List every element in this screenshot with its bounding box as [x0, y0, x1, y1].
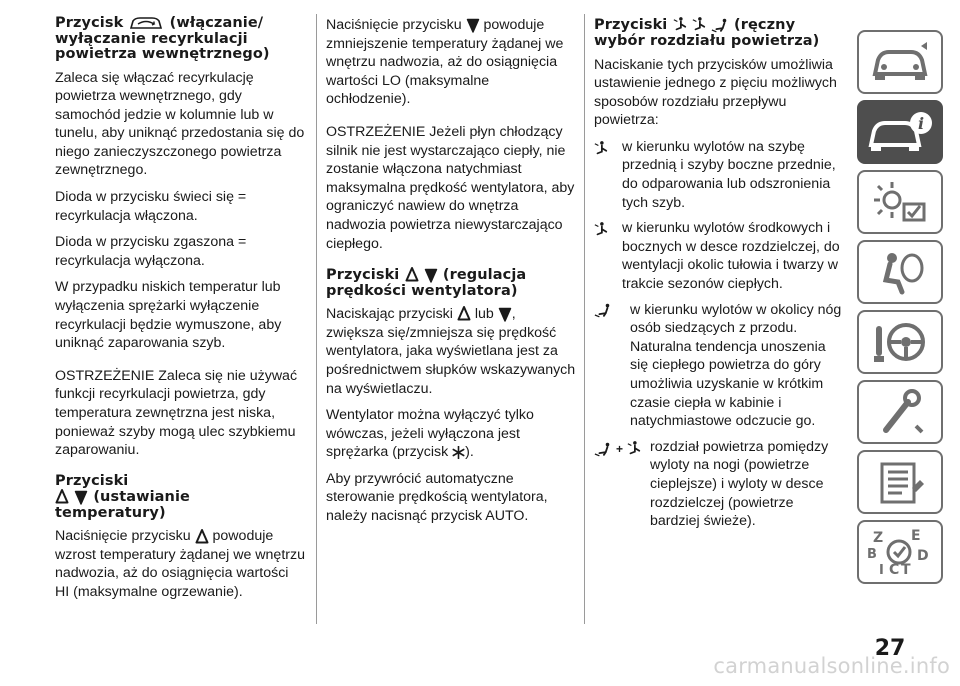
sidebar-tab-indicators[interactable] — [857, 170, 943, 234]
svg-text:B: B — [867, 547, 877, 562]
temp-down-icon — [74, 489, 88, 505]
distribution-item: + rozdział powietrza pomiędzy wyloty na nogi (powietrze cieplejsze) i wyloty w desce rozdzielczej (powietrze bardziej świeże). — [594, 438, 846, 531]
sidebar-tab-driving[interactable] — [857, 310, 943, 374]
sidebar-tab-car-info[interactable] — [857, 100, 943, 164]
temp-up-icon — [55, 489, 69, 505]
distribution-intro: Naciskanie tych przycisków umożliwia ustawienie jednego z pięciu możliwych sposobów rozdziału przepływu powietrza: — [594, 56, 837, 129]
airbag-person-icon — [872, 248, 928, 296]
column-1 — [55, 16, 305, 610]
svg-text:T: T — [901, 562, 911, 578]
fan-paragraph-2: Wentylator można wyłączyć tylko wówczas, jeżeli wyłączona jest sprężarka (przycisk ). — [326, 407, 534, 461]
sun-indicator-icon — [870, 178, 930, 226]
alphabet-index-icon — [865, 526, 935, 578]
column-divider — [316, 14, 317, 624]
recirc-paragraph-4: W przypadku niskich temperatur lub wyłączenia sprężarki wyłączenie recyrkulacji będzie wymuszone, aby uniknąć zaparowania szyb. — [55, 279, 282, 352]
car-icon — [869, 40, 931, 84]
column-2 — [326, 16, 576, 534]
air-feet-icon — [711, 18, 729, 33]
svg-text:Z: Z — [873, 530, 884, 546]
air-head-icon — [594, 140, 608, 164]
air-head-icon — [692, 16, 706, 34]
sidebar-tab-emergency[interactable] — [857, 380, 943, 444]
fan-down-icon — [498, 306, 512, 322]
sidebar-tab-index[interactable] — [857, 520, 943, 584]
temperature-heading: Przyciski (ustawianie temperatury) — [55, 472, 190, 521]
page-number: 27 — [874, 636, 906, 661]
temp-paragraph-1: Naciśnięcie przycisku powoduje wzrost temperatury żądanej we wnętrzu nadwozia, aż do osiągnięcia wartości HI (maksymalne ogrzewanie). — [55, 528, 305, 601]
sidebar-tab-car[interactable] — [857, 30, 943, 94]
recirc-paragraph-2: Dioda w przycisku świeci się = recyrkulacja włączona. — [55, 189, 247, 224]
temp-up-icon — [195, 529, 209, 545]
svg-text:D: D — [917, 548, 929, 564]
air-head-icon — [673, 16, 687, 34]
temp-down-icon — [466, 17, 480, 33]
svg-text:E: E — [911, 528, 921, 544]
fan-speed-heading: Przyciski (regulacja prędkości wentylatora) — [326, 267, 527, 299]
recirculation-heading: Przycisk (włączanie/ wyłączanie recyrkulacji powietrza wewnętrznego) — [55, 15, 270, 62]
wrench-icon — [872, 388, 928, 436]
recirc-paragraph-1: Zaleca się włączać recyrkulację powietrza wewnętrznego, gdy samochód jedzie w kolumnie lub w tunelu, aby uniknąć przedostania się do niego zanieczyszczonego powietrza zewnętrznego. — [55, 69, 305, 179]
distribution-item: w kierunku wylotów w okolicy nóg osób siedzących z przodu. Naturalna tendencja unoszenia się ciepłego powietrza do góry umożliwia uzyskanie w krótkim czasie ciepła w kabinie i natychmiastowe odczucie go. — [594, 301, 846, 431]
air-feet-icon — [594, 303, 612, 324]
column-divider — [584, 14, 585, 624]
recirculation-car-icon — [128, 16, 164, 30]
document-list-icon — [872, 458, 928, 506]
fan-paragraph-3: Aby przywrócić automatyczne sterowanie prędkością wentylatora, należy nacisnąć przycisk AUTO. — [326, 470, 548, 525]
distribution-item: w kierunku wylotów środkowych i bocznych w desce rozdzielczej, do wentylacji okolic tułowia i twarzy w trakcie sezonów ciepłych. — [594, 219, 846, 293]
sidebar-tab-maintenance[interactable] — [857, 450, 943, 514]
fan-up-icon — [457, 306, 471, 322]
svg-text:I: I — [879, 563, 884, 578]
recirc-warning: OSTRZEŻENIE Zaleca się nie używać funkcji recyrkulacji powietrza, gdy temperatura zewnętrzna jest niska, ponieważ szyby mogą ulec szybkiemu zaparowaniu. — [55, 367, 298, 459]
svg-text:C: C — [889, 562, 900, 578]
steering-wheel-icon — [870, 318, 930, 366]
sidebar-tab-safety[interactable] — [857, 240, 943, 304]
distribution-item: w kierunku wylotów na szybę przednią i szyby boczne przednie, do odparowania lub odszronienia tych szyb. — [594, 138, 846, 212]
temp-paragraph-2: Naciśnięcie przycisku powoduje zmniejszenie temperatury żądanej we wnętrzu nadwozia, aż do osiągnięcia wartości LO (maksymalne ochłodzenie). — [326, 17, 564, 108]
air-distribution-heading: Przyciski (ręczny wybór rozdziału powietrza) — [594, 17, 820, 49]
air-feet-head-icon: + — [594, 440, 641, 459]
chapter-sidebar — [857, 30, 943, 590]
car-info-icon — [867, 109, 933, 155]
recirc-paragraph-3: Dioda w przycisku zgaszona = recyrkulacja wyłączona. — [55, 234, 247, 269]
fan-paragraph-1: Naciskając przyciski lub , zwiększa się/zmniejsza się prędkość wentylatora, jaka wyświetlana jest za pośrednictwem słupków wskazywanych na wyświetlaczu. — [326, 306, 576, 397]
fan-down-icon — [424, 267, 438, 283]
fan-up-icon — [405, 267, 419, 283]
temp-warning: OSTRZEŻENIE Jeżeli płyn chłodzący silnik nie jest wystarczająco ciepły, nie zostanie włączona natychmiast maksymalna prędkość wentylatora, aby ograniczyć nawiew do wnętrza nadwozia powietrza niewystarczająco ciepłego. — [326, 123, 575, 252]
air-head-icon — [594, 221, 608, 245]
watermark-text: carmanualsonline.info — [713, 654, 950, 678]
column-3 — [594, 16, 846, 538]
svg-text:i: i — [917, 114, 925, 133]
snowflake-icon — [452, 446, 465, 459]
